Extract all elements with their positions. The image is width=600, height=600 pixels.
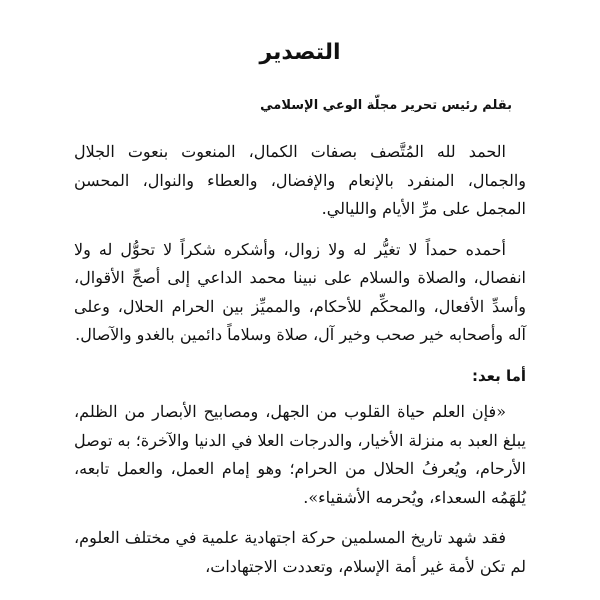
paragraph-praise: الحمد لله المُتَّصف بصفات الكمال، المنعوت بنعوت الجلال والجمال، المنفرد بالإنعام والإفضال، والعطاء والنوال، المحسن المجمل على مرِّ الأيام والليالي. <box>74 142 526 218</box>
paragraph-history: فقد شهد تاريخ المسلمين حركة اجتهادية علمية في مختلف العلوم، لم تكن لأمة غير أمة الإسلام، وتعددت الاجتهادات، <box>74 528 526 576</box>
paragraph-knowledge-quote: «فإن العلم حياة القلوب من الجهل، ومصابيح الأبصار من الظلم، يبلغ العبد به منزلة الأخيار، والدرجات العلا في الدنيا والآخرة؛ به توصل الأرحام، ويُعرفُ الحلال من الحرام؛ وهو إمام العمل، والعمل تابعه، يُلهَمُه السعداء، ويُحرمه الأشقياء». <box>74 402 527 507</box>
author-byline: بقلم رئيس تحرير مجلّة الوعي الإسلامي <box>260 98 512 113</box>
paragraph-thanks: أحمده حمداً لا تغيُّر له ولا زوال، وأشكره شكراً لا تحوُّل له ولا انفصال، والصلاة والسلام على نبينا محمد الداعي إلى أصحِّ الأقوال، وأسدِّ الأفعال، والمحكِّم للأحكام، والمميِّز بين الحرام الحلال، وعلى آله وأصحابه خير صحب وخير آل، صلاة وسلاماً دائمين بالغدو والآصال. <box>74 239 526 344</box>
body-text <box>74 138 526 593</box>
page-title: التصدير <box>259 40 341 65</box>
section-heading-amma-baad: أما بعد: <box>471 366 526 385</box>
